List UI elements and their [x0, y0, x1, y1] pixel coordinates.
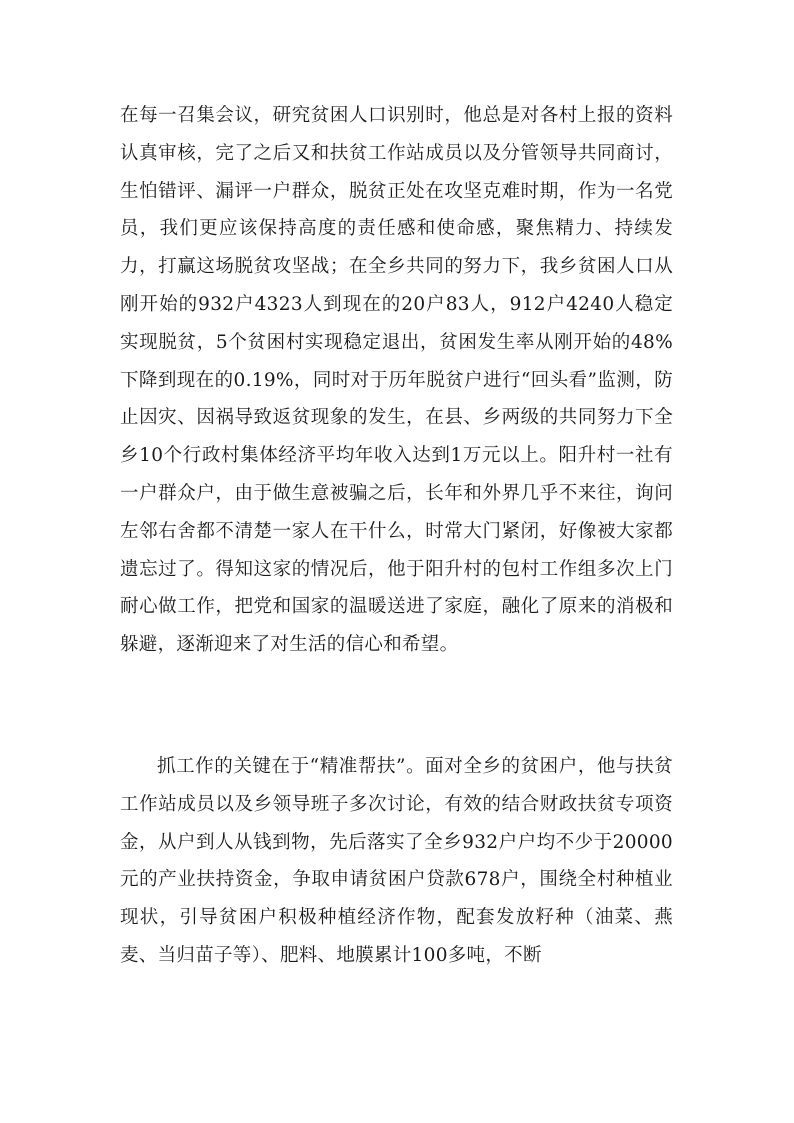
- paragraph: 在每一召集会议，研究贫困人口识别时，他总是对各村上报的资料认真审核，完了之后又和扶贫工作站成员以及分管领导共同商讨，生怕错评、漏评一户群众，脱贫正处在攻坚克难时期，作为一名党员，我们更应该保持高度的责任感和使命感，聚焦精力、持续发力，打赢这场脱贫攻坚战；在全乡共同的努力下，我乡贫困人口从刚开始的932户4323人到现在的20户83人，912户4240人稳定实现脱贫，5个贫困村实现稳定退出，贫困发生率从刚开始的48%下降到现在的0.19%，同时对于历年脱贫户进行“回头看”监测，防止因灾、因祸导致返贫现象的发生，在县、乡两级的共同努力下全乡10个行政村集体经济平均年收入达到1万元以上。阳升村一社有一户群众户，由于做生意被骗之后，长年和外界几乎不来往，询问左邻右舍都不清楚一家人在干什么，时常大门紧闭，好像被大家都遗忘过了。得知这家的情况后，他于阳升村的包村工作组多次上门耐心做工作，把党和国家的温暖送进了家庭，融化了原来的消极和躲避，逐渐迎来了对生活的信心和希望。: [120, 105, 673, 656]
- paragraph: 抓工作的关键在于“精准帮扶”。面对全乡的贫困户，他与扶贫工作站成员以及乡领导班子多次讨论，有效的结合财政扶贫专项资金，从户到人从钱到物，先后落实了全乡932户户均不少于20000元的产业扶持资金，争取申请贫困户贷款678户，围绕全村种植业现状，引导贫困户积极种植经济作物，配套发放籽种（油菜、燕麦、当归苗子等）、肥料、地膜累计100多吨，不断: [120, 756, 673, 966]
